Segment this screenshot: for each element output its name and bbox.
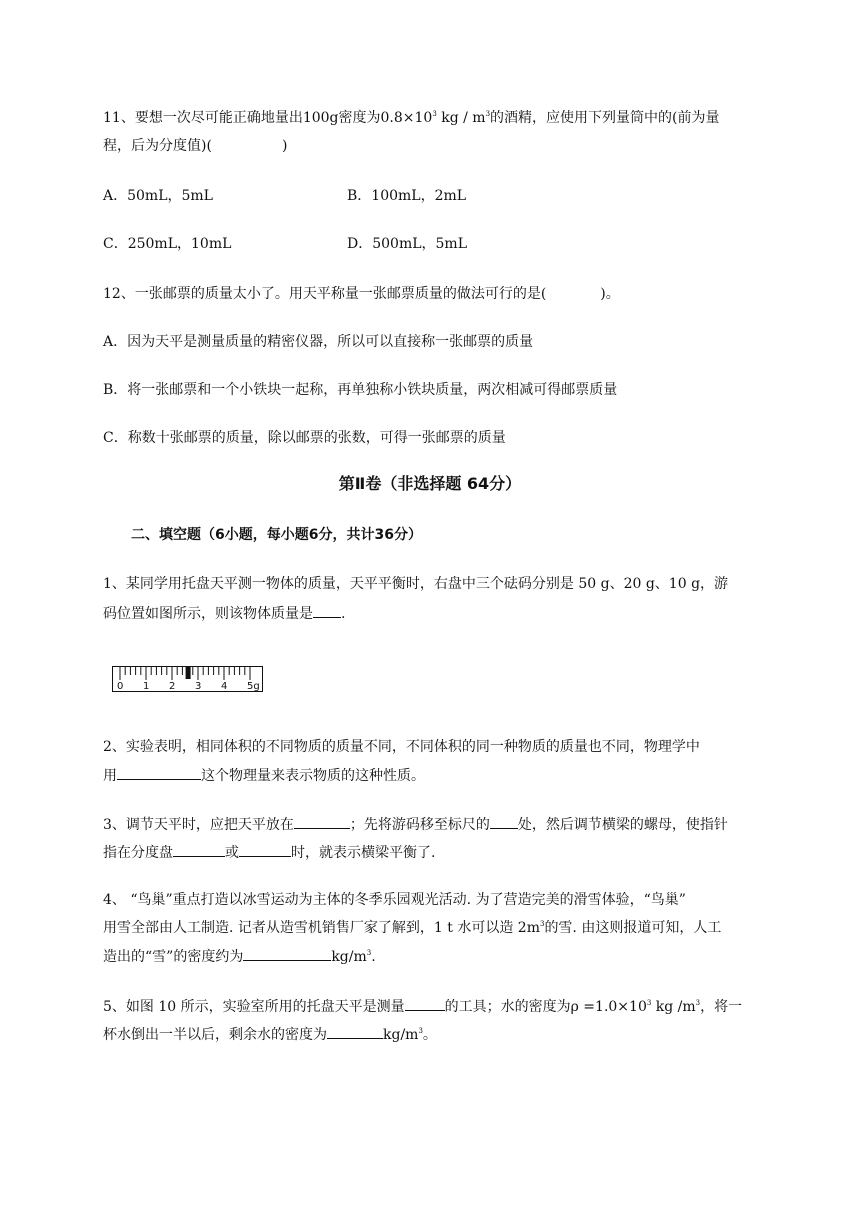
f3-blank-1[interactable] <box>294 814 350 829</box>
f5-unit: kg/m <box>383 1027 419 1043</box>
f4-exponent: 3 <box>539 920 545 928</box>
f4-unit-exponent: 3 <box>366 949 372 957</box>
section-title: 第Ⅱ卷（非选择题 64分） <box>338 474 522 493</box>
q12-option-a[interactable] <box>103 332 533 352</box>
rider-scale-ruler <box>112 666 264 694</box>
q11-text-c: 的酒精，应使用下列量筒中的(前为量 <box>490 110 720 126</box>
f2-line1 <box>103 737 700 757</box>
ruler-rider-marker <box>186 667 191 679</box>
f5-text-a: 5、如图 10 所示，实验室所用的托盘天平是测量 <box>103 999 405 1015</box>
q11-exponent-2: 3 <box>485 110 491 118</box>
f4-text-a: 用雪全部由人工制造. 记者从造雪机销售厂家了解到，1 t 水可以造 2m <box>103 920 540 936</box>
ruler-tick-label: 3 <box>195 681 202 692</box>
q11-stem-line1 <box>103 108 720 128</box>
f5-period: 。 <box>422 1027 437 1043</box>
q11-option-d-text: D．500mL，5mL <box>347 236 467 252</box>
q11-paren-close: ) <box>281 138 288 154</box>
q11-option-a-text: A．50mL，5mL <box>103 188 213 204</box>
q11-text-b: kg / m <box>436 110 486 126</box>
q11-option-b[interactable] <box>347 186 466 206</box>
f3-text-d: 指在分度盘 <box>103 845 173 861</box>
q11-option-b-text: B．100mL，2mL <box>347 188 467 204</box>
f2-line2 <box>103 765 425 786</box>
f1-answer-blank[interactable] <box>313 603 341 618</box>
f3-text-b: ；先将游码移至标尺的 <box>349 817 490 833</box>
f5-text-c: kg /m <box>651 999 696 1015</box>
f2-text-a: 用 <box>103 768 117 784</box>
f3-blank-3[interactable] <box>173 842 225 857</box>
f4-unit: kg/m <box>331 949 367 965</box>
q11-text-a: 11、要想一次尽可能正确地量出100g密度为0.8×10 <box>103 110 433 126</box>
ruler-tick-label: 1 <box>143 681 150 692</box>
ruler-tick-label: 0 <box>117 681 124 692</box>
q12-option-c-text: C．称数十张邮票的质量，除以邮票的张数，可得一张邮票的质量 <box>103 430 506 446</box>
f3-blank-4[interactable] <box>239 842 291 857</box>
q12-option-c[interactable] <box>103 428 506 448</box>
q11-option-d[interactable] <box>347 234 467 254</box>
q11-option-c-text: C．250mL，10mL <box>103 236 232 252</box>
f4-answer-blank[interactable] <box>243 946 331 961</box>
f1-line1 <box>103 574 728 594</box>
f5-unit-exponent: 3 <box>418 1027 423 1035</box>
f2-answer-blank[interactable] <box>117 765 201 780</box>
section-subtitle: 二、填空题（6小题，每小题6分，共计36分） <box>131 527 422 543</box>
f4-period: . <box>371 949 376 965</box>
ruler-tick-label: 4 <box>221 681 228 692</box>
q12-option-b[interactable] <box>103 380 617 400</box>
f4-line2 <box>103 918 721 938</box>
f5-exponent: 3 <box>646 999 652 1007</box>
f3-text-f: 时，就表示横梁平衡了. <box>291 845 436 861</box>
f4-text-line1: 4、 “鸟巢”重点打造以冰雪运动为主体的冬季乐园观光活动. 为了营造完美的滑雪体验，“鸟巢” <box>103 892 686 908</box>
f2-text-b: 这个物理量来表示物质的这种性质。 <box>201 768 425 784</box>
ruler-tick-label: 2 <box>169 681 176 692</box>
f5-text-d: ，将一 <box>700 999 743 1015</box>
f4-line3 <box>103 946 376 967</box>
f4-text-b: 的雪. 由这则报道可知，人工 <box>544 920 722 936</box>
f3-text-a: 3、调节天平时，应把天平放在 <box>103 817 294 833</box>
f5-blank-1[interactable] <box>405 996 445 1011</box>
f1-text-line1: 1、某同学用托盘天平测一物体的质量，天平平衡时，右盘中三个砝码分别是 50 g、20 g、10 g，游 <box>103 576 729 592</box>
q11-option-a[interactable] <box>103 186 213 206</box>
q11-exponent: 3 <box>432 110 437 118</box>
f4-text-c: 造出的“雪”的密度约为 <box>103 949 244 965</box>
f4-line1 <box>103 890 686 910</box>
f1-period: . <box>341 606 346 622</box>
q12-paren-close: )。 <box>600 286 620 302</box>
f1-text-line2: 码位置如图所示，则该物体质量是 <box>103 606 313 622</box>
f5-line1 <box>103 996 742 1017</box>
q12-stem <box>103 284 620 304</box>
q12-option-b-text: B．将一张邮票和一个小铁块一起称，再单独称小铁块质量，两次相减可得邮票质量 <box>103 382 618 398</box>
q12-stem-text: 12、一张邮票的质量太小了。用天平称量一张邮票质量的做法可行的是( <box>103 286 547 302</box>
f5-exponent-2: 3 <box>695 999 701 1007</box>
f5-text-e: 杯水倒出一半以后，剩余水的密度为 <box>103 1027 327 1043</box>
f2-text-line1: 2、实验表明，相同体积的不同物质的质量不同，不同体积的同一种物质的质量也不同，物理学中 <box>103 739 700 755</box>
q11-stem-line2 <box>103 136 287 156</box>
q11-option-c[interactable] <box>103 234 231 254</box>
f3-line1 <box>103 814 728 835</box>
q11-text-line2: 程，后为分度值)( <box>103 138 212 154</box>
f5-blank-2[interactable] <box>327 1024 383 1039</box>
f3-text-c: 处，然后调节横梁的螺母，使指针 <box>517 817 728 833</box>
ruler-tick-label: 5g <box>247 681 260 692</box>
q12-option-a-text: A．因为天平是测量质量的精密仪器，所以可以直接称一张邮票的质量 <box>103 334 534 350</box>
f5-text-b: 的工具；水的密度为ρ =1.0×10 <box>444 999 647 1015</box>
f3-line2 <box>103 842 435 863</box>
f5-line2 <box>103 1024 437 1045</box>
f1-line2 <box>103 603 345 624</box>
f3-blank-2[interactable] <box>490 814 518 829</box>
f3-text-e: 或 <box>225 845 239 861</box>
